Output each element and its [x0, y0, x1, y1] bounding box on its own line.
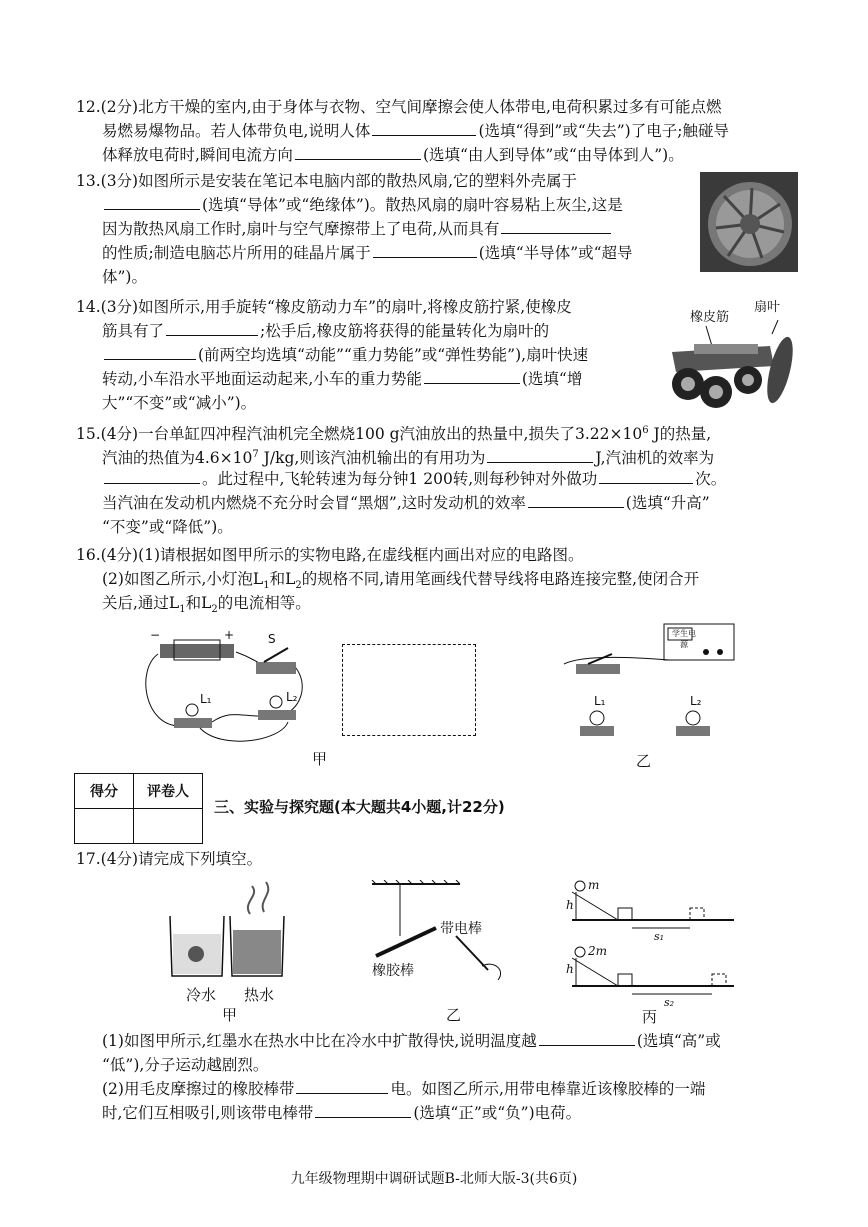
circuit-figure-yi	[560, 620, 740, 750]
fig-label-yi: 乙	[636, 752, 652, 770]
fig-label-jia: 甲	[312, 750, 328, 768]
label-power-supply: 学生电源	[672, 629, 696, 649]
answer-blank	[166, 321, 258, 336]
label-height-h2: h	[566, 962, 574, 976]
q17-p2-line2: 时,它们互相吸引,则该带电棒带 (选填“正”或“负”)电荷。	[102, 1104, 582, 1122]
score-table	[74, 773, 203, 844]
q16-line2: (2)如图乙所示,小灯泡$L_1$和$L_2$的规格不同,请用笔画线代替导线将电路连接完整,使闭合开	[102, 570, 700, 592]
q12-line1: 12.(2分)北方干燥的室内,由于身体与衣物、空气间摩擦会使人体带电,电荷积累过多有可能点燃	[76, 98, 722, 116]
q17-p2-line1: (2)用毛皮摩擦过的橡胶棒带 电。如图乙所示,用带电棒靠近该橡胶棒的一端	[102, 1080, 706, 1098]
answer-blank	[373, 243, 477, 258]
q16-line1: 16.(4分)(1)请根据如图甲所示的实物电路,在虚线框内画出对应的电路图。	[76, 546, 584, 564]
label-charged-rod: 带电棒	[440, 921, 482, 937]
label-cold-water: 冷水	[186, 986, 217, 1004]
answer-blank	[296, 1079, 388, 1094]
grader-cell	[134, 809, 203, 844]
label-rubber-rod: 橡胶棒	[372, 963, 414, 979]
q17-line1: 17.(4分)请完成下列填空。	[76, 850, 263, 868]
score-header: 得分	[75, 774, 134, 809]
label-l1: L₁	[200, 692, 212, 706]
q15-line5: “不变”或“降低”)。	[102, 518, 233, 536]
q15-line4: 当汽油在发动机内燃烧不充分时会冒“黑烟”,这时发动机的效率 (选填“升高”	[102, 494, 710, 512]
fig-label-yi-17: 乙	[446, 1006, 462, 1024]
q12-line2: 易燃易爆物品。若人体带负电,说明人体 (选填“得到”或“失去”)了电子;触碰导	[102, 122, 729, 140]
answer-blank	[424, 369, 520, 384]
answer-blank	[104, 469, 200, 484]
label-l1-yi: L₁	[594, 694, 606, 708]
ramp-figure	[564, 880, 740, 1006]
q13-line5: 体”)。	[102, 268, 147, 286]
q14-line4: 转动,小车沿水平地面运动起来,小车的重力势能 (选填“增	[102, 370, 583, 388]
fig-label-bing: 丙	[642, 1008, 658, 1026]
q17-p1-line2: “低”),分子运动越剧烈。	[102, 1056, 269, 1074]
answer-blank	[539, 1031, 635, 1046]
label-switch-s: S	[268, 632, 276, 646]
answer-blank	[295, 145, 421, 160]
q13-line1: 13.(3分)如图所示是安装在笔记本电脑内部的散热风扇,它的塑料外壳属于	[76, 172, 578, 190]
label-mass-2m: 2m	[588, 944, 608, 958]
q16-line3: 关后,通过$L_1$和$L_2$的电流相等。	[102, 594, 311, 616]
q12-line3: 体释放电荷时,瞬间电流方向 (选填“由人到导体”或“由导体到人”)。	[102, 146, 684, 164]
answer-blank	[315, 1103, 411, 1118]
q13-line3: 因为散热风扇工作时,扇叶与空气摩擦带上了电荷,从而具有	[102, 218, 613, 240]
label-minus: −	[150, 628, 161, 642]
q13-line2: (选填“导体”或“绝缘体”)。散热风扇的扇叶容易粘上灰尘,这是	[102, 194, 623, 216]
answer-blank	[599, 469, 693, 484]
answer-blank	[487, 448, 593, 463]
q14-line3: (前两空均选填“动能”“重力势能”或“弹性势能”),扇叶快速	[102, 344, 588, 366]
grader-header: 评卷人	[134, 774, 203, 809]
q17-p1-line1: (1)如图甲所示,红墨水在热水中比在冷水中扩散得快,说明温度越 (选填“高”或	[102, 1032, 721, 1050]
label-plus: +	[224, 628, 235, 642]
page-footer: 九年级物理期中调研试题B-北师大版-3(共6页)	[290, 1171, 578, 1187]
label-mass-m: m	[588, 878, 600, 892]
q14-line5: 大”“不变”或“减小”)。	[102, 394, 257, 412]
q13-line4: 的性质;制造电脑芯片所用的硅晶片属于 (选填“半导体”或“超导	[102, 244, 633, 262]
label-height-h: h	[566, 898, 574, 912]
label-rubber-band: 橡皮筋	[690, 310, 730, 325]
answer-blank	[104, 345, 196, 360]
score-cell	[75, 809, 134, 844]
fig-label-jia-17: 甲	[222, 1006, 238, 1024]
label-fan-blade: 扇叶	[754, 300, 781, 315]
q15-line3: 。此过程中,飞轮转速为每分钟1 200转,则每秒钟对外做功 次。	[102, 468, 726, 490]
answer-blank	[501, 219, 611, 234]
section-title: 三、实验与探究题(本大题共4小题,计22分)	[214, 798, 505, 816]
q15-line1: 15.(4分)一台单缸四冲程汽油机完全燃烧100 g汽油放出的热量中,损失了$3.22\times 10^6$ J的热量,	[76, 425, 712, 444]
answer-blank	[104, 195, 200, 210]
rubber-band-car-image	[666, 320, 800, 412]
label-hot-water: 热水	[244, 986, 275, 1004]
q14-line2: 筋具有了 ;松手后,橡皮筋将获得的能量转化为扇叶的	[102, 322, 550, 340]
label-l2: L₂	[286, 690, 298, 704]
answer-blank	[528, 493, 624, 508]
label-s1: s₁	[654, 930, 665, 943]
label-s2: s₂	[664, 996, 675, 1009]
cooling-fan-image	[700, 172, 798, 272]
label-l2-yi: L₂	[690, 694, 702, 708]
q14-line1: 14.(3分)如图所示,用手旋转“橡皮筋动力车”的扇叶,将橡皮筋拧紧,使橡皮	[76, 298, 572, 316]
q15-line2: 汽油的热值为$4.6\times 10^7$ J/kg,则该汽油机输出的有用功为 J,汽油机的效率为	[102, 449, 715, 468]
answer-blank	[372, 121, 476, 136]
beakers-figure	[166, 878, 286, 984]
circuit-drawing-box	[342, 644, 476, 736]
